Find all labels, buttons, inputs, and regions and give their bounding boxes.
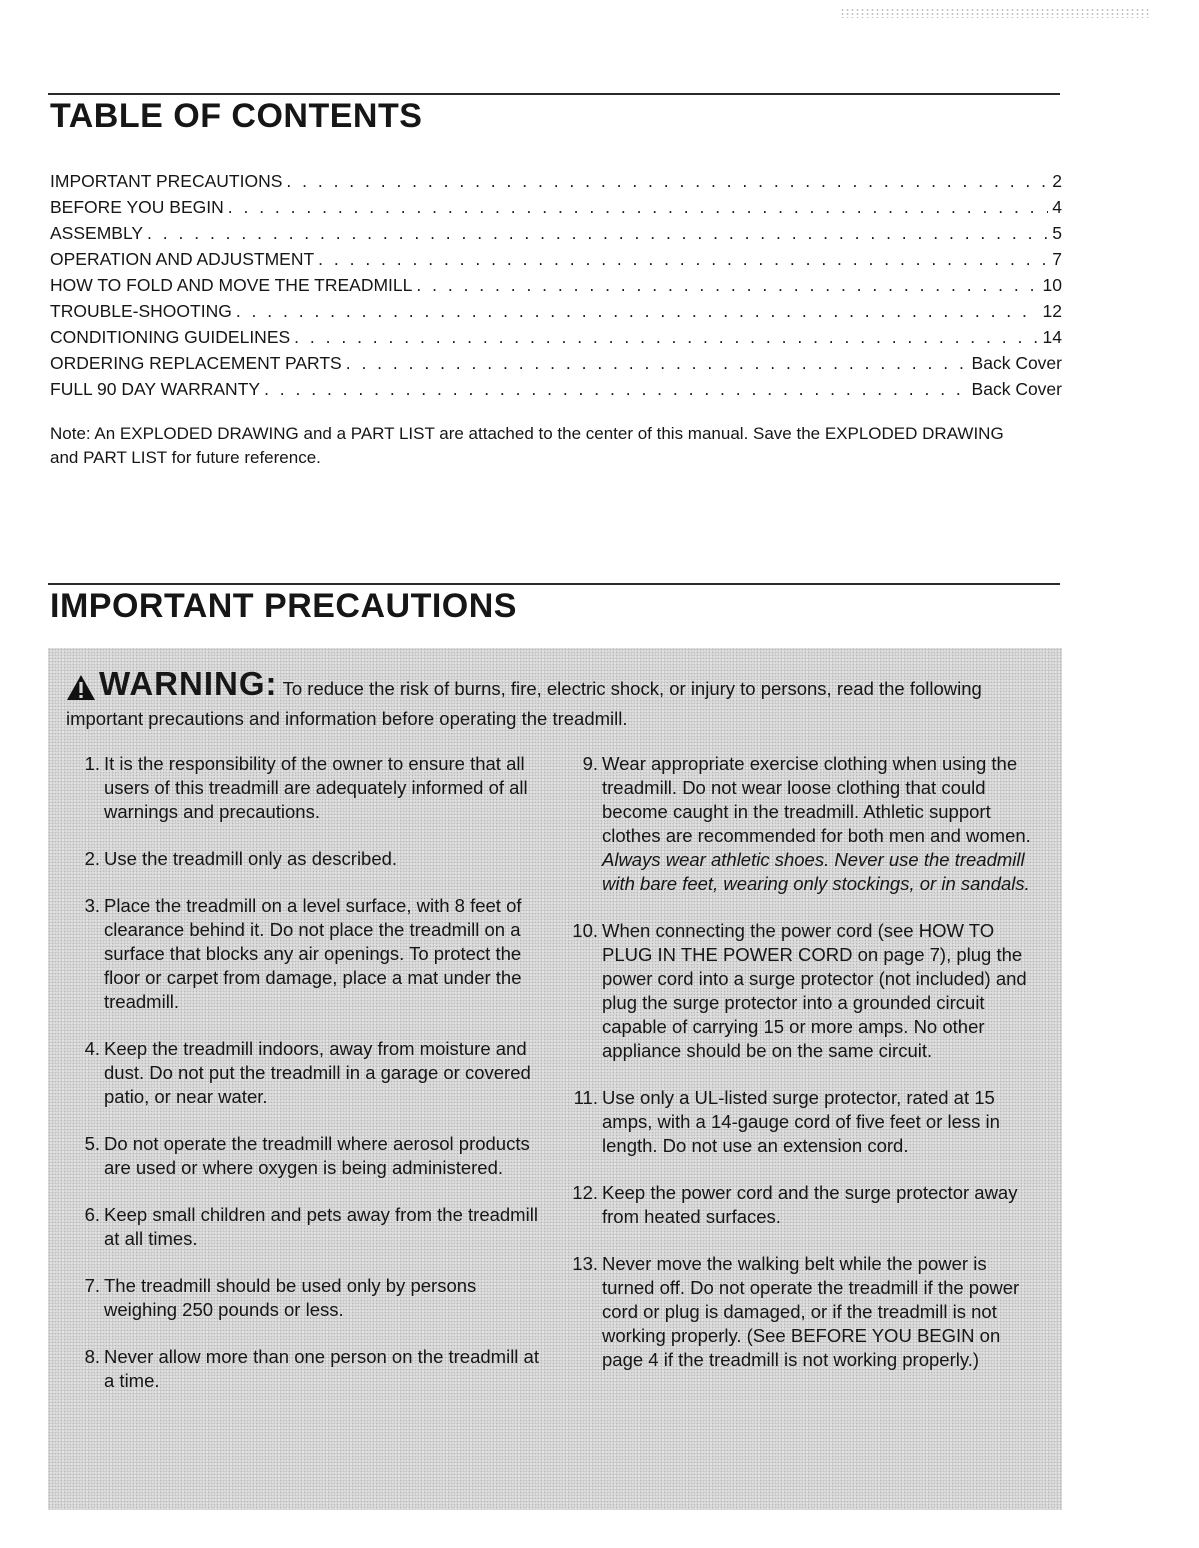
precaution-number: 12. (572, 1182, 598, 1203)
toc-entry-title: BEFORE YOU BEGIN (50, 197, 224, 217)
toc-entry-title: ASSEMBLY (50, 223, 144, 243)
precaution-number: 3. (84, 895, 100, 916)
toc-entry[interactable] (50, 168, 1062, 194)
toc-entry-title: TROUBLE-SHOOTING (50, 301, 232, 321)
warning-triangle-icon (66, 674, 96, 707)
precaution-number: 10. (572, 920, 598, 941)
toc-leader (346, 350, 968, 376)
toc-rule (48, 93, 1060, 95)
precaution-item (566, 1086, 1044, 1158)
precautions-column-right (566, 752, 1044, 1395)
toc-leader (236, 298, 1039, 324)
precaution-item (68, 1345, 546, 1393)
precaution-number: 13. (572, 1253, 598, 1274)
toc-entry[interactable] (50, 220, 1062, 246)
precaution-text: Use only a UL-listed surge protector, rated at 15 amps, with a 14-gauge cord of five feet or less in length. Do not use an extension cord. (602, 1087, 1000, 1156)
toc-leader (147, 220, 1048, 246)
precaution-item (566, 919, 1044, 1063)
toc-leader (228, 194, 1049, 220)
toc-entry-title: ORDERING REPLACEMENT PARTS (50, 353, 342, 373)
precautions-column-left (68, 752, 546, 1416)
precaution-text: Do not operate the treadmill where aerosol products are used or where oxygen is being administered. (104, 1133, 530, 1178)
toc-entry-title: HOW TO FOLD AND MOVE THE TREADMILL (50, 275, 413, 295)
precaution-item (566, 1181, 1044, 1229)
precaution-item (566, 1252, 1044, 1372)
precaution-number: 9. (582, 753, 598, 774)
toc-entry-page: 14 (1042, 327, 1062, 347)
precaution-item (566, 752, 1044, 896)
toc-entry[interactable] (50, 246, 1062, 272)
warning-text: To reduce the risk of burns, fire, electric shock, or injury to persons, read the following important precautions and information before operating the treadmill. (66, 678, 982, 729)
toc-entry-page: 10 (1042, 275, 1062, 295)
precaution-item (68, 1132, 546, 1180)
toc-entry[interactable] (50, 194, 1062, 220)
precaution-item (68, 752, 546, 824)
toc-entry[interactable] (50, 272, 1062, 298)
toc-leader (294, 324, 1038, 350)
toc-leader (286, 168, 1048, 194)
toc-entry[interactable] (50, 324, 1062, 350)
toc-entry-page: 12 (1042, 301, 1062, 321)
toc-entry-title: FULL 90 DAY WARRANTY (50, 379, 261, 399)
precaution-item (68, 1037, 546, 1109)
precautions-rule (48, 583, 1060, 585)
warning-statement (66, 665, 1046, 731)
precaution-number: 5. (84, 1133, 100, 1154)
toc-entry-page: Back Cover (971, 379, 1062, 399)
toc-entry-page: 2 (1052, 171, 1062, 191)
precaution-text: Place the treadmill on a level surface, with 8 feet of clearance behind it. Do not place the treadmill on a surface that blocks any air openings. To protect the floor or carpet from damage, place a mat under the treadmill. (104, 895, 522, 1012)
precaution-text: Never move the walking belt while the power is turned off. Do not operate the treadmill if the power cord or plug is damaged, or if the treadmill is not working properly. (See BEFORE YOU BEGIN on page 4 if the treadmill is not working properly.) (602, 1253, 1020, 1370)
toc-entry[interactable] (50, 376, 1062, 402)
precaution-number: 6. (84, 1204, 100, 1225)
toc-entry[interactable] (50, 350, 1062, 376)
toc-list (50, 168, 1062, 402)
precaution-item (68, 894, 546, 1014)
precaution-number: 7. (84, 1275, 100, 1296)
precautions-panel (48, 648, 1062, 1510)
toc-entry[interactable] (50, 298, 1062, 324)
toc-note: Note: An EXPLODED DRAWING and a PART LIST are attached to the center of this manual. Save the EXPLODED DRAWING and PART LIST for future reference. (50, 424, 1004, 467)
precaution-item (68, 847, 546, 871)
precaution-number: 11. (573, 1087, 598, 1108)
precaution-text-block (602, 752, 1044, 896)
toc-entry-title: OPERATION AND ADJUSTMENT (50, 249, 315, 269)
toc-entry-page: Back Cover (971, 353, 1062, 373)
toc-entry-page: 5 (1052, 223, 1062, 243)
toc-leader (264, 376, 967, 402)
scan-speckle (840, 8, 1150, 18)
precaution-text: Keep the treadmill indoors, away from moisture and dust. Do not put the treadmill in a garage or covered patio, or near water. (104, 1038, 531, 1107)
precaution-number: 2. (84, 848, 100, 869)
precaution-number: 4. (84, 1038, 100, 1059)
precaution-text: Never allow more than one person on the treadmill at a time. (104, 1346, 539, 1391)
toc-entry-page: 7 (1052, 249, 1062, 269)
precaution-text: It is the responsibility of the owner to ensure that all users of this treadmill are adequately informed of all warnings and precautions. (104, 753, 528, 822)
precaution-number: 1. (84, 753, 100, 774)
precaution-text: The treadmill should be used only by persons weighing 250 pounds or less. (104, 1275, 477, 1320)
precaution-item (68, 1203, 546, 1251)
toc-entry-title: IMPORTANT PRECAUTIONS (50, 171, 283, 191)
toc-entry-title: CONDITIONING GUIDELINES (50, 327, 291, 347)
toc-leader (318, 246, 1048, 272)
toc-leader (416, 272, 1038, 298)
precaution-text: Use the treadmill only as described. (104, 848, 398, 869)
precautions-heading: IMPORTANT PRECAUTIONS (50, 587, 517, 625)
precaution-text: Wear appropriate exercise clothing when using the treadmill. Do not wear loose clothing that could become caught in the treadmill. Athletic support clothes are recommended for both men and women. (602, 753, 1031, 846)
precaution-text: Keep the power cord and the surge protector away from heated surfaces. (602, 1182, 1018, 1227)
precaution-emphasis: Always wear athletic shoes. Never use the treadmill with bare feet, wearing only stockings, or in sandals. (602, 849, 1030, 894)
toc-entry-page: 4 (1052, 197, 1062, 217)
precaution-item (68, 1274, 546, 1322)
precaution-number: 8. (84, 1346, 100, 1367)
warning-label: WARNING: (99, 665, 278, 702)
toc-heading: TABLE OF CONTENTS (50, 97, 423, 135)
precaution-text: When connecting the power cord (see HOW TO PLUG IN THE POWER CORD on page 7), plug the power cord into a surge protector (not included) and plug the surge protector into a grounded circuit capable of carrying 15 or more amps. No other appliance should be on the same circuit. (602, 920, 1027, 1061)
precaution-text: Keep small children and pets away from the treadmill at all times. (104, 1204, 538, 1249)
